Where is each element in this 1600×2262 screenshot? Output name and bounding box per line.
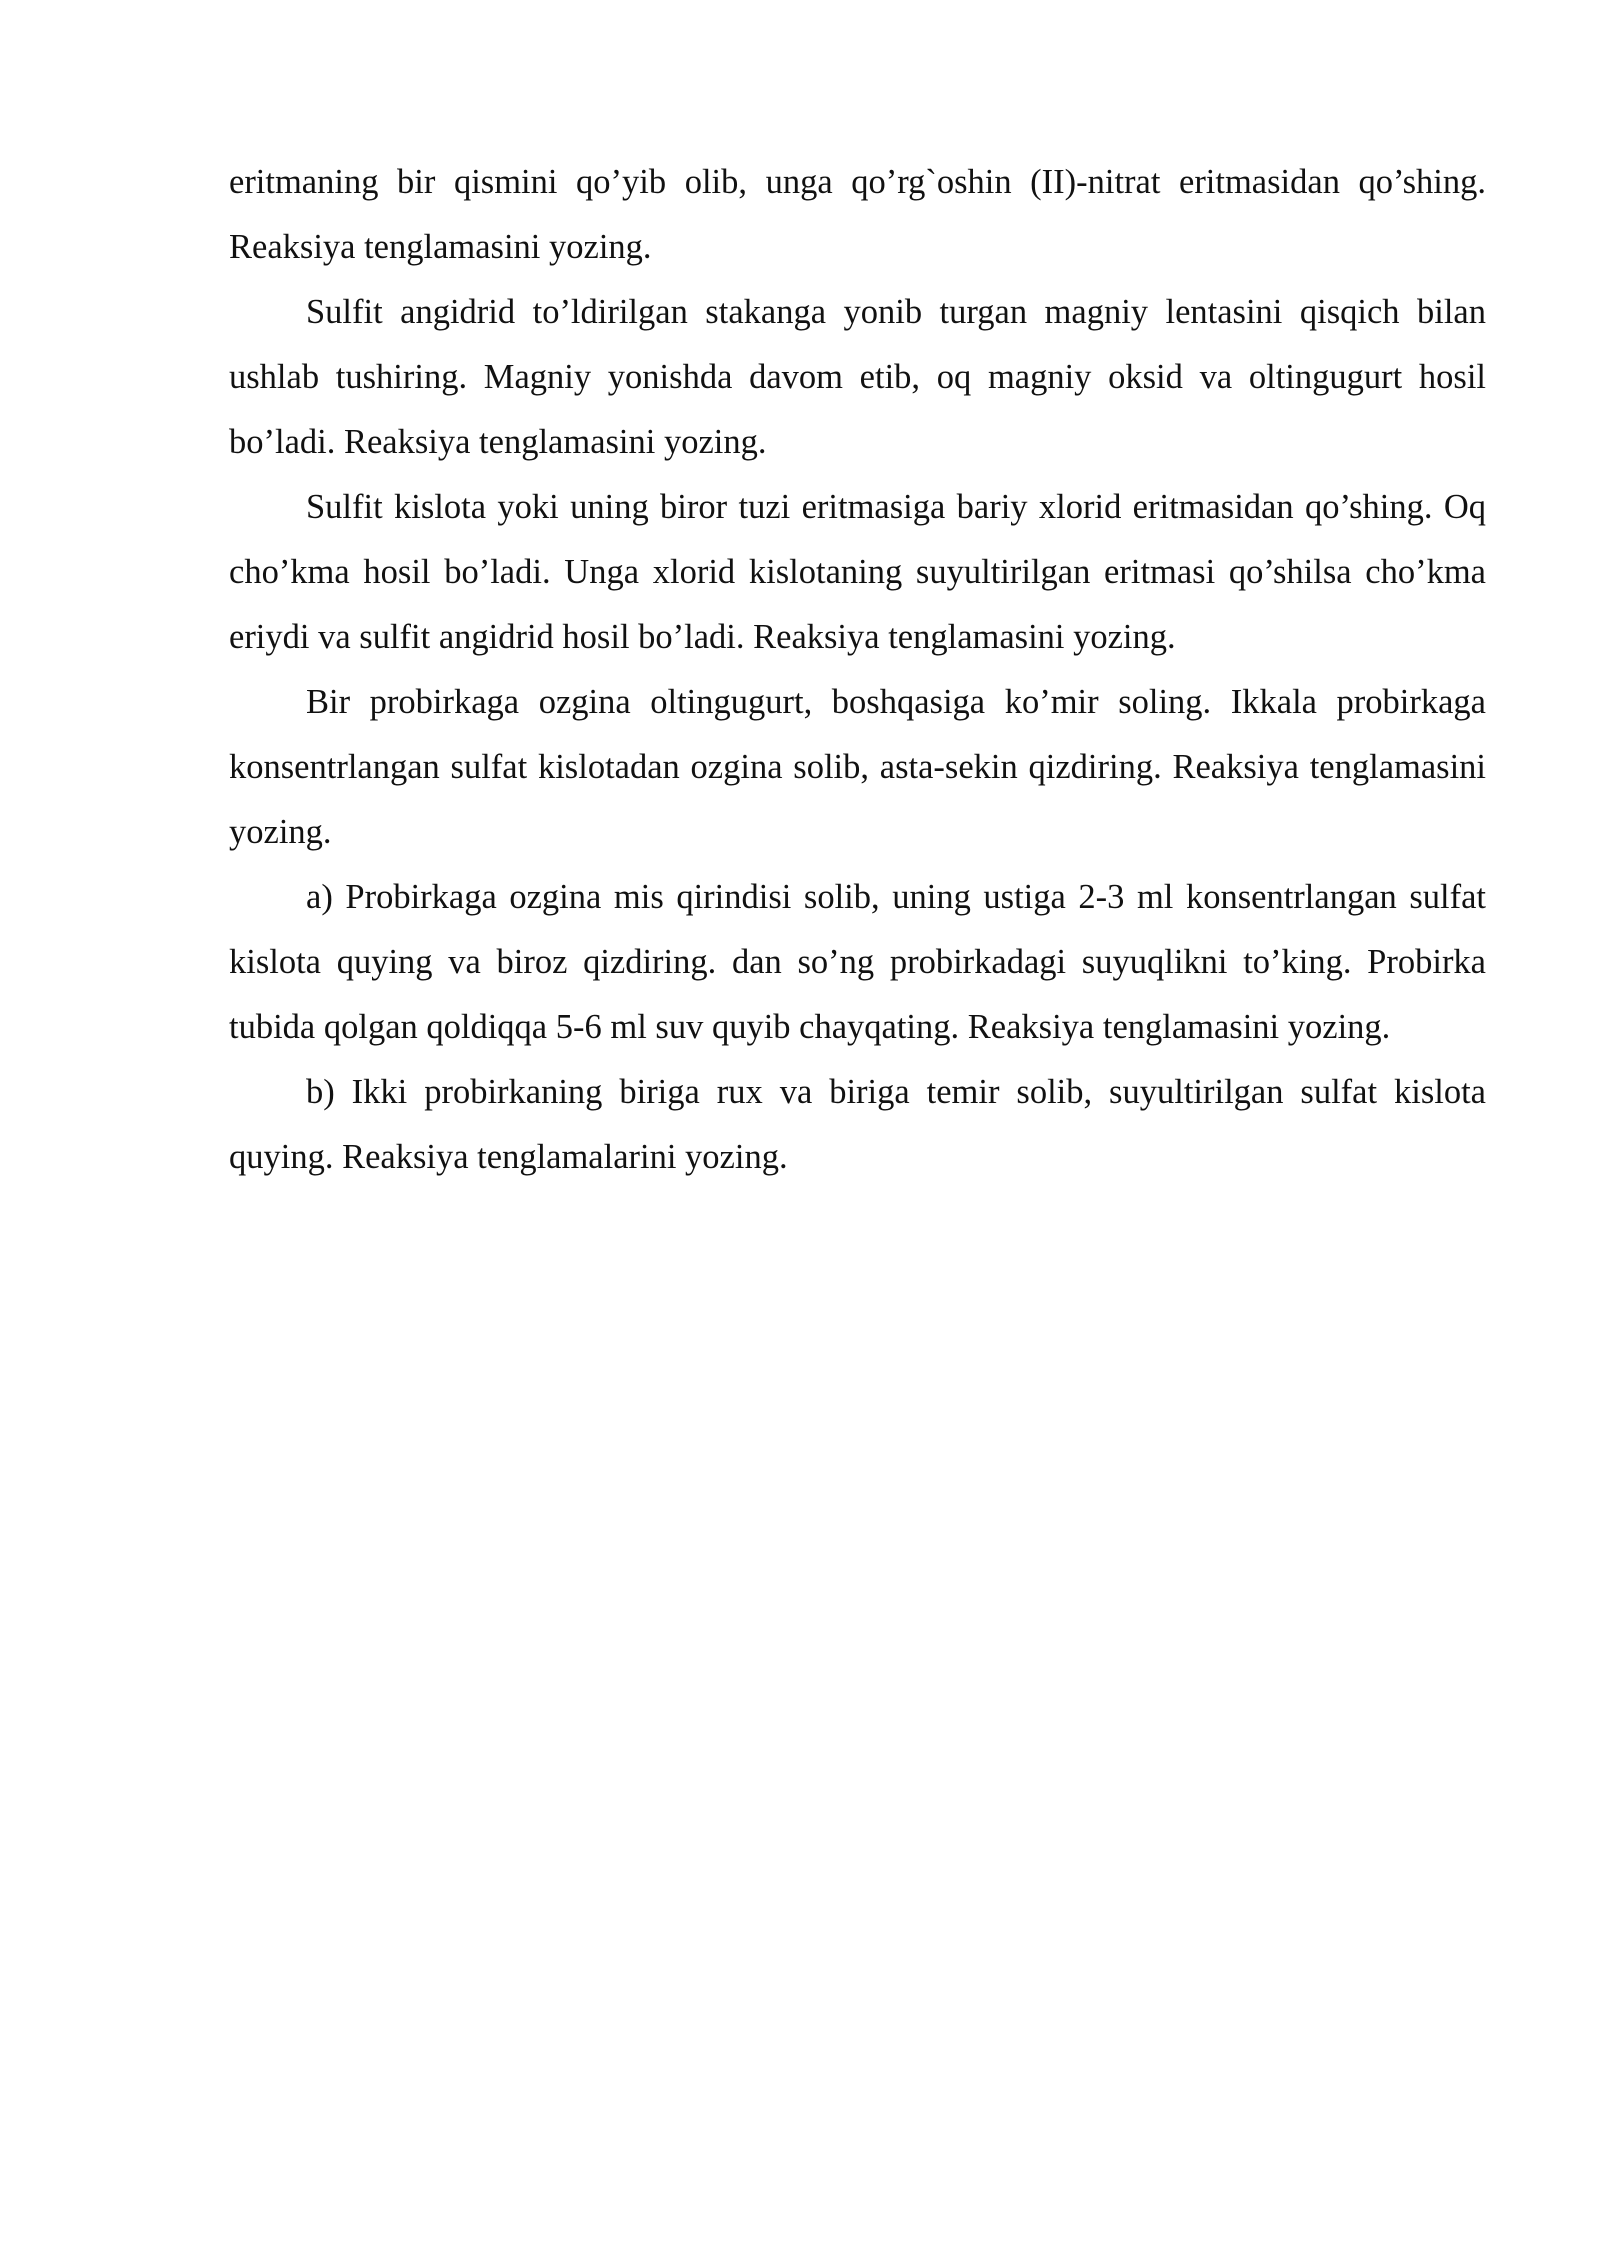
paragraph-sulfite-acid-barium: Sulfit kislota yoki uning biror tuzi eritmasiga bariy xlorid eritmasidan qo’shing. Oq cho’kma hosil bo’ladi. Unga xlorid kislotaning suyultirilgan eritmasi qo’shilsa cho’kma eriydi va sulfit angidrid hosil bo’ladi. Reaksiya tenglamasini yozing. bbox=[229, 488, 1486, 656]
paragraph-sulfur-coal: Bir probirkaga ozgina oltingugurt, boshqasiga ko’mir soling. Ikkala probirkaga konsentrlangan sulfat kislotadan ozgina solib, asta-sekin qizdiring. Reaksiya tenglamasini yozing. bbox=[229, 683, 1486, 851]
paragraph-copper-shavings: a) Probirkaga ozgina mis qirindisi solib, uning ustiga 2-3 ml konsentrlangan sulfat kislota quying va biroz qizdiring. dan so’ng probirkadagi suyuqlikni to’king. Probirka tubida qolgan qoldiqqa 5-6 ml suv quyib chayqating. Reaksiya tenglamasini yozing. bbox=[229, 878, 1486, 1046]
paragraph-sulfite-anhydride-magnesium: Sulfit angidrid to’ldirilgan stakanga yonib turgan magniy lentasini qisqich bilan ushlab tushiring. Magniy yonishda davom etib, oq magniy oksid va oltingugurt hosil bo’ladi. Reaksiya tenglamasini yozing. bbox=[229, 293, 1486, 461]
document-body bbox=[229, 150, 1486, 1190]
paragraph-zinc-iron: b) Ikki probirkaning biriga rux va biriga temir solib, suyultirilgan sulfat kislota quying. Reaksiya tenglamalarini yozing. bbox=[229, 1073, 1486, 1176]
paragraph-continued: eritmaning bir qismini qo’yib olib, unga qo’rg`oshin (II)-nitrat eritmasidan qo’shing. Reaksiya tenglamasini yozing. bbox=[229, 163, 1486, 266]
